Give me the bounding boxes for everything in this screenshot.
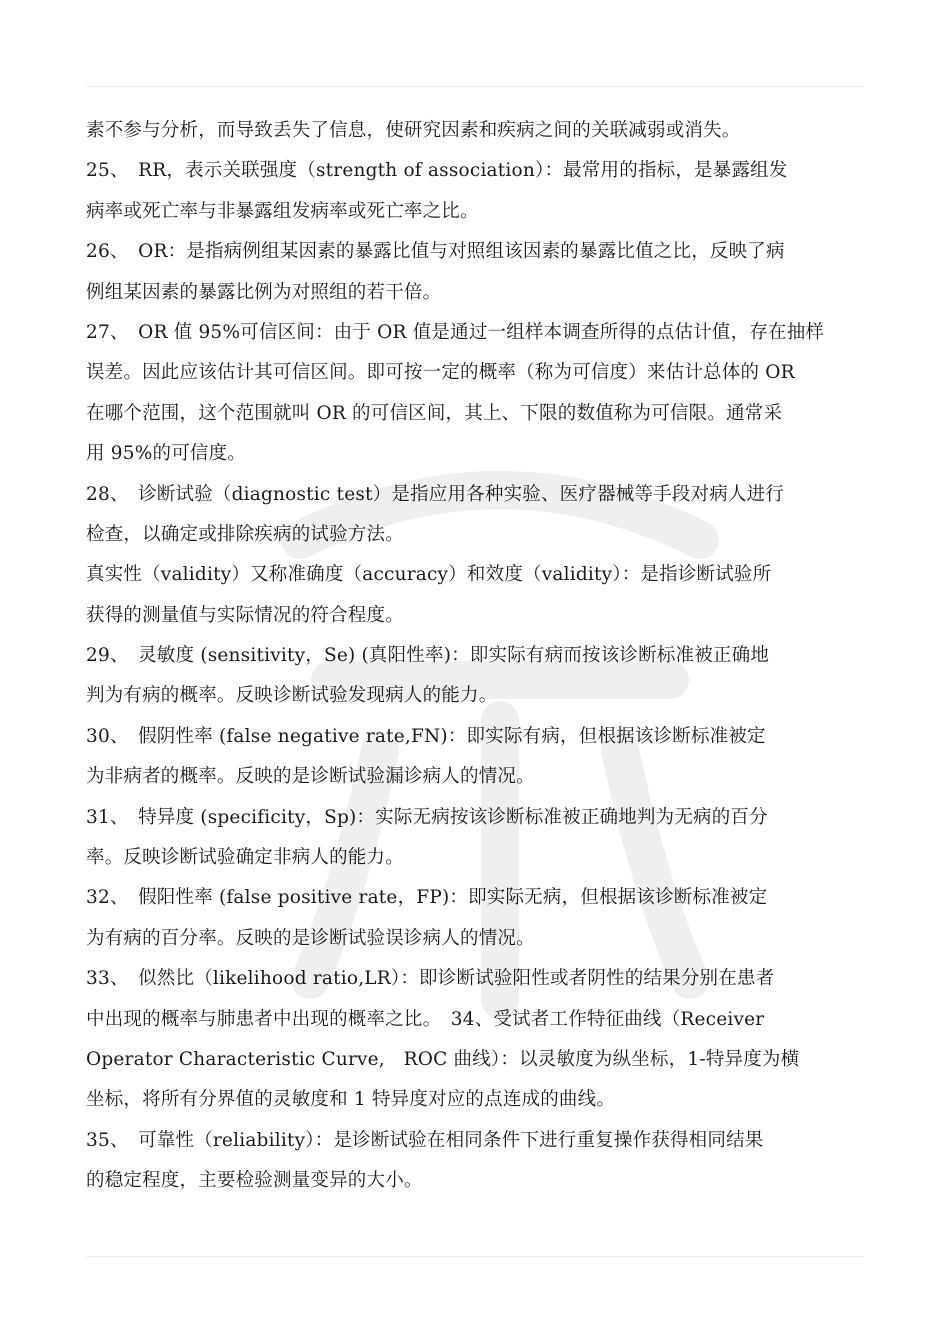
text-line: 用 95%的可信度。 [86,443,247,465]
text-line: 27、 OR 值 95%可信区间：由于 OR 值是通过一组样本调查所得的点估计值，存在抽样 [86,321,825,343]
text-line: 获得的测量值与实际情况的符合程度。 [86,604,404,626]
text-line: 判为有病的概率。反映诊断试验发现病人的能力。 [86,685,498,707]
text-line: 30、 假阴性率 (false negative rate,FN)：即实际有病，但根据该诊断标准被定 [86,725,766,747]
text-line: 26、 OR：是指病例组某因素的暴露比值与对照组该因素的暴露比值之比，反映了病 [86,241,785,263]
text-line: 病率或死亡率与非暴露组发病率或死亡率之比。 [86,200,479,222]
text-line: Operator Characteristic Curve, ROC 曲线）：以灵敏度为纵坐标，1-特异度为横 [86,1048,800,1070]
text-line: 中出现的概率与肺患者中出现的概率之比。 34、受试者工作特征曲线（Receiver [86,1008,765,1030]
text-line: 31、 特异度 (specificity，Sp)：实际无病按该诊断标准被正确地判为无病的百分 [86,806,768,828]
header-rule [86,86,864,87]
text-line: 例组某因素的暴露比例为对照组的若干倍。 [86,281,442,303]
text-line: 为非病者的概率。反映的是诊断试验漏诊病人的情况。 [86,766,535,788]
text-line: 32、 假阳性率 (false positive rate，FP)：即实际无病，但根据该诊断标准被定 [86,887,768,909]
text-line: 素不参与分析，而导致丢失了信息，使研究因素和疾病之间的关联减弱或消失。 [86,120,741,141]
text-line: 25、 RR，表示关联强度（strength of association）：最常用的指标，是暴露组发 [86,160,788,182]
text-line: 28、 诊断试验（diagnostic test）是指应用各种实验、医疗器械等手段对病人进行 [86,483,785,505]
text-line: 检查，以确定或排除疾病的试验方法。 [86,523,404,545]
footer-rule [86,1256,864,1257]
text-line: 误差。因此应该估计其可信区间。即可按一定的概率（称为可信度）来估计总体的 OR [86,362,795,384]
text-line: 33、 似然比（likelihood ratio,LR）：即诊断试验阳性或者阴性的结果分别在患者 [86,968,775,990]
text-line: 率。反映诊断试验确定非病人的能力。 [86,847,404,869]
document-body [86,111,864,1202]
text-line: 35、 可靠性（reliability）：是诊断试验在相同条件下进行重复操作获得相同结果 [86,1129,764,1151]
text-line: 真实性（validity）又称准确度（accuracy）和效度（validity）：是指诊断试验所 [86,564,772,586]
text-line: 29、 灵敏度 (sensitivity，Se) (真阳性率)：即实际有病而按该诊断标准被正确地 [86,645,770,667]
text-line: 为有病的百分率。反映的是诊断试验误诊病人的情况。 [86,927,535,949]
text-line: 坐标，将所有分界值的灵敏度和 1 特异度对应的点连成的曲线。 [86,1089,616,1111]
text-line: 在哪个范围，这个范围就叫 OR 的可信区间，其上、下限的数值称为可信限。通常采 [86,402,783,424]
text-line: 的稳定程度，主要检验测量变异的大小。 [86,1170,423,1192]
